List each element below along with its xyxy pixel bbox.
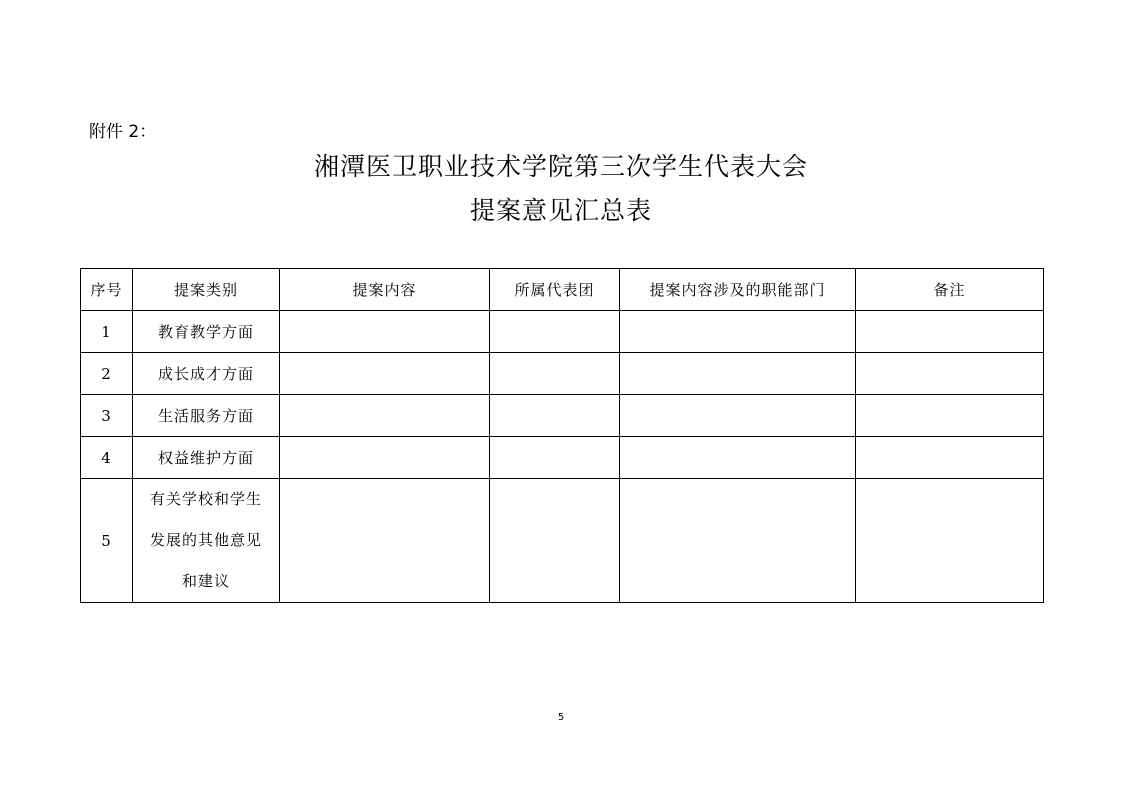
table-row: [81, 479, 1044, 603]
table-header-row: [81, 269, 1044, 311]
row-number: 1: [81, 311, 133, 353]
row-content-cell: [280, 479, 490, 603]
row-remarks-cell: [856, 395, 1044, 437]
row-category: 成长成才方面: [133, 353, 280, 395]
document-title-line-1: 湘潭医卫职业技术学院第三次学生代表大会: [313, 152, 808, 181]
header-department: 提案内容涉及的职能部门: [620, 269, 856, 311]
header-category: 提案类别: [133, 269, 280, 311]
table-row: [81, 311, 1044, 353]
row-category-line: 和建议: [181, 572, 230, 590]
row-category: [133, 479, 280, 603]
row-department-cell: [620, 479, 856, 603]
row-remarks-cell: [856, 311, 1044, 353]
row-content-cell: [280, 311, 490, 353]
table-row: [81, 353, 1044, 395]
row-number: 3: [81, 395, 133, 437]
header-number: 序号: [81, 269, 133, 311]
row-department-cell: [620, 353, 856, 395]
row-remarks-cell: [856, 479, 1044, 603]
row-category: 生活服务方面: [133, 395, 280, 437]
proposal-summary-table: [80, 268, 1044, 603]
row-category-line: 发展的其他意见: [149, 531, 262, 549]
document-title-line-2: 提案意见汇总表: [469, 196, 652, 225]
row-category-line: 有关学校和学生: [149, 490, 262, 508]
row-number: 4: [81, 437, 133, 479]
page-number: 5: [557, 712, 565, 723]
header-content: 提案内容: [280, 269, 490, 311]
row-content-cell: [280, 437, 490, 479]
row-delegation-cell: [490, 479, 620, 603]
row-department-cell: [620, 395, 856, 437]
attachment-label: 附件 2：: [89, 122, 157, 142]
header-delegation: 所属代表团: [490, 269, 620, 311]
table-row: [81, 437, 1044, 479]
row-delegation-cell: [490, 437, 620, 479]
row-delegation-cell: [490, 353, 620, 395]
row-number: 2: [81, 353, 133, 395]
row-category: 权益维护方面: [133, 437, 280, 479]
row-department-cell: [620, 311, 856, 353]
row-category: 教育教学方面: [133, 311, 280, 353]
table-row: [81, 395, 1044, 437]
row-content-cell: [280, 395, 490, 437]
row-delegation-cell: [490, 311, 620, 353]
header-remarks: 备注: [856, 269, 1044, 311]
row-delegation-cell: [490, 395, 620, 437]
row-number: 5: [81, 479, 133, 603]
row-content-cell: [280, 353, 490, 395]
row-remarks-cell: [856, 353, 1044, 395]
row-remarks-cell: [856, 437, 1044, 479]
row-department-cell: [620, 437, 856, 479]
